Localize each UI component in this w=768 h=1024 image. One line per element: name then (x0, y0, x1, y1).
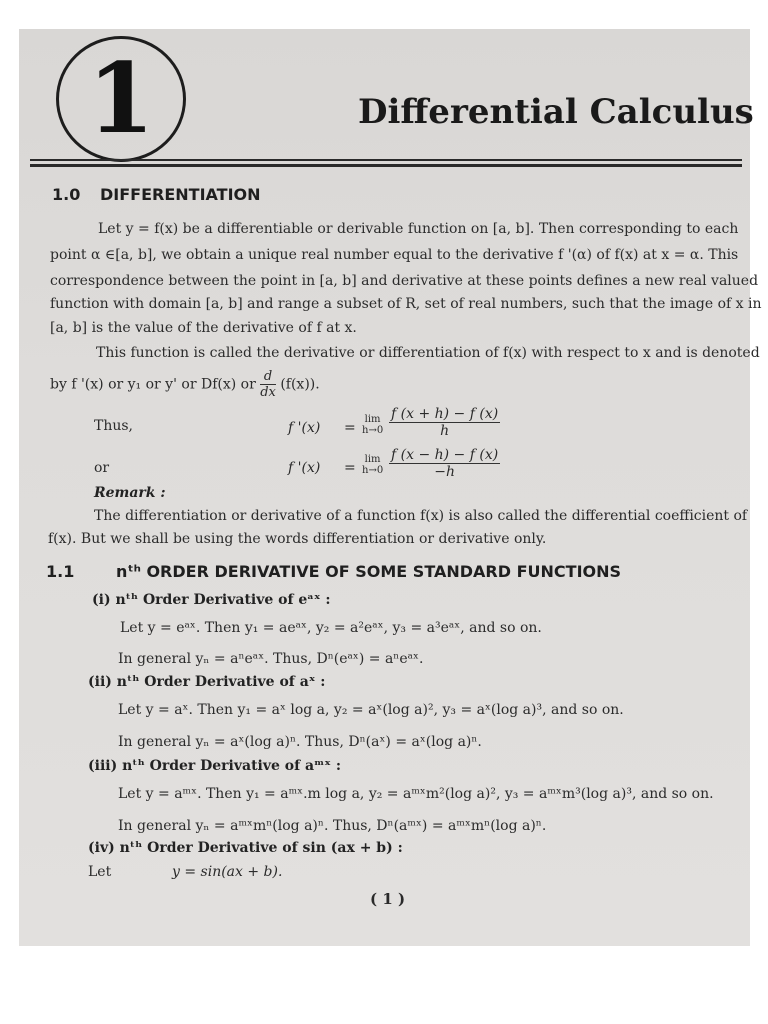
remark-line: f(x). But we shall be using the words differentiation or derivative only. (48, 531, 547, 547)
lim-subscript: h→0 (362, 465, 384, 476)
limit-operator (362, 414, 383, 436)
d-dx-fraction (260, 369, 276, 400)
formula-lhs: f '(x) (288, 420, 321, 436)
fraction-numerator: f (x − h) − f (x) (391, 447, 499, 463)
paragraph-line: Let y = f(x) be a differentiable or derivable function on [a, b]. Then corresponding to each (98, 221, 739, 237)
or-label: or (94, 460, 110, 476)
formula-line: Let y = eᵃˣ. Then y₁ = aeᵃˣ, y₂ = a²eᵃˣ, y₃ = a³eᵃˣ, and so on. (120, 620, 542, 636)
remark-title: Remark : (94, 485, 166, 501)
limit-operator (362, 454, 383, 476)
fraction-numerator: d (260, 369, 276, 385)
notation-tail: (f(x)). (280, 376, 320, 393)
lim-word: lim (364, 414, 381, 425)
subsection-heading: (iv) nᵗʰ Order Derivative of sin (ax + b) : (88, 840, 403, 856)
difference-quotient (389, 406, 500, 439)
chapter-number: 1 (87, 42, 155, 155)
chapter-title: Differential Calculus (358, 92, 754, 132)
difference-quotient (389, 447, 500, 480)
fraction-denominator: h (440, 423, 450, 439)
lim-subscript: h→0 (362, 425, 384, 436)
formula-line: Let y = aᵐˣ. Then y₁ = aᵐˣ.m log a, y₂ = aᵐˣm²(log a)², y₃ = aᵐˣm³(log a)³, and so on. (118, 786, 714, 802)
formula-lhs: f '(x) (288, 460, 321, 476)
formula-line: y = sin(ax + b). (172, 864, 283, 880)
formula-line: In general yₙ = aˣ(log a)ⁿ. Thus, Dⁿ(aˣ) = aˣ(log a)ⁿ. (118, 734, 482, 750)
page-number: ( 1 ) (370, 890, 406, 908)
fraction-numerator: f (x + h) − f (x) (391, 406, 499, 422)
section-title: nᵗʰ ORDER DERIVATIVE OF SOME STANDARD FUNCTIONS (116, 562, 622, 581)
chapter-number-circle (56, 36, 186, 162)
thus-label: Thus, (94, 418, 134, 434)
formula-line: In general yₙ = aᵐˣmⁿ(log a)ⁿ. Thus, Dⁿ(aᵐˣ) = aᵐˣmⁿ(log a)ⁿ. (118, 818, 547, 834)
paragraph-line: correspondence between the point in [a, b] and derivative at these points defines a new real valued (50, 273, 759, 289)
paragraph-line: This function is called the derivative or differentiation of f(x) with respect to x and is denoted (96, 345, 760, 361)
fraction-denominator: dx (260, 385, 276, 400)
section-number: 1.1 (46, 562, 75, 581)
formula-line: In general yₙ = aⁿeᵃˣ. Thus, Dⁿ(eᵃˣ) = aⁿeᵃˣ. (118, 651, 424, 667)
subsection-heading: (iii) nᵗʰ Order Derivative of aᵐˣ : (88, 758, 341, 774)
lim-word: lim (364, 454, 381, 465)
formula-line: Let y = aˣ. Then y₁ = aˣ log a, y₂ = aˣ(log a)², y₃ = aˣ(log a)³, and so on. (118, 702, 624, 718)
equals-sign: = (344, 420, 356, 436)
paragraph-line (50, 369, 320, 400)
subsection-heading: (ii) nᵗʰ Order Derivative of aˣ : (88, 674, 326, 690)
paragraph-line: [a, b] is the value of the derivative of f at x. (50, 320, 357, 336)
section-number: 1.0 (52, 185, 81, 204)
subsection-heading: (i) nᵗʰ Order Derivative of eᵃˣ : (92, 592, 331, 608)
remark-line: The differentiation or derivative of a function f(x) is also called the differential coefficient of (94, 508, 748, 524)
equals-sign: = (344, 460, 356, 476)
section-title: DIFFERENTIATION (100, 185, 261, 204)
notation-text: by f '(x) or y₁ or y' or Df(x) or (50, 376, 256, 393)
fraction-denominator: −h (434, 464, 455, 480)
paragraph-line: function with domain [a, b] and range a subset of R, set of real numbers, such that the image of x in (50, 296, 762, 312)
header-rule-thin (30, 159, 742, 161)
let-label: Let (88, 864, 112, 880)
header-rule-thick (30, 164, 742, 167)
paragraph-line: point α ∈[a, b], we obtain a unique real number equal to the derivative f '(α) of f(x) at x = α. This (50, 247, 739, 263)
